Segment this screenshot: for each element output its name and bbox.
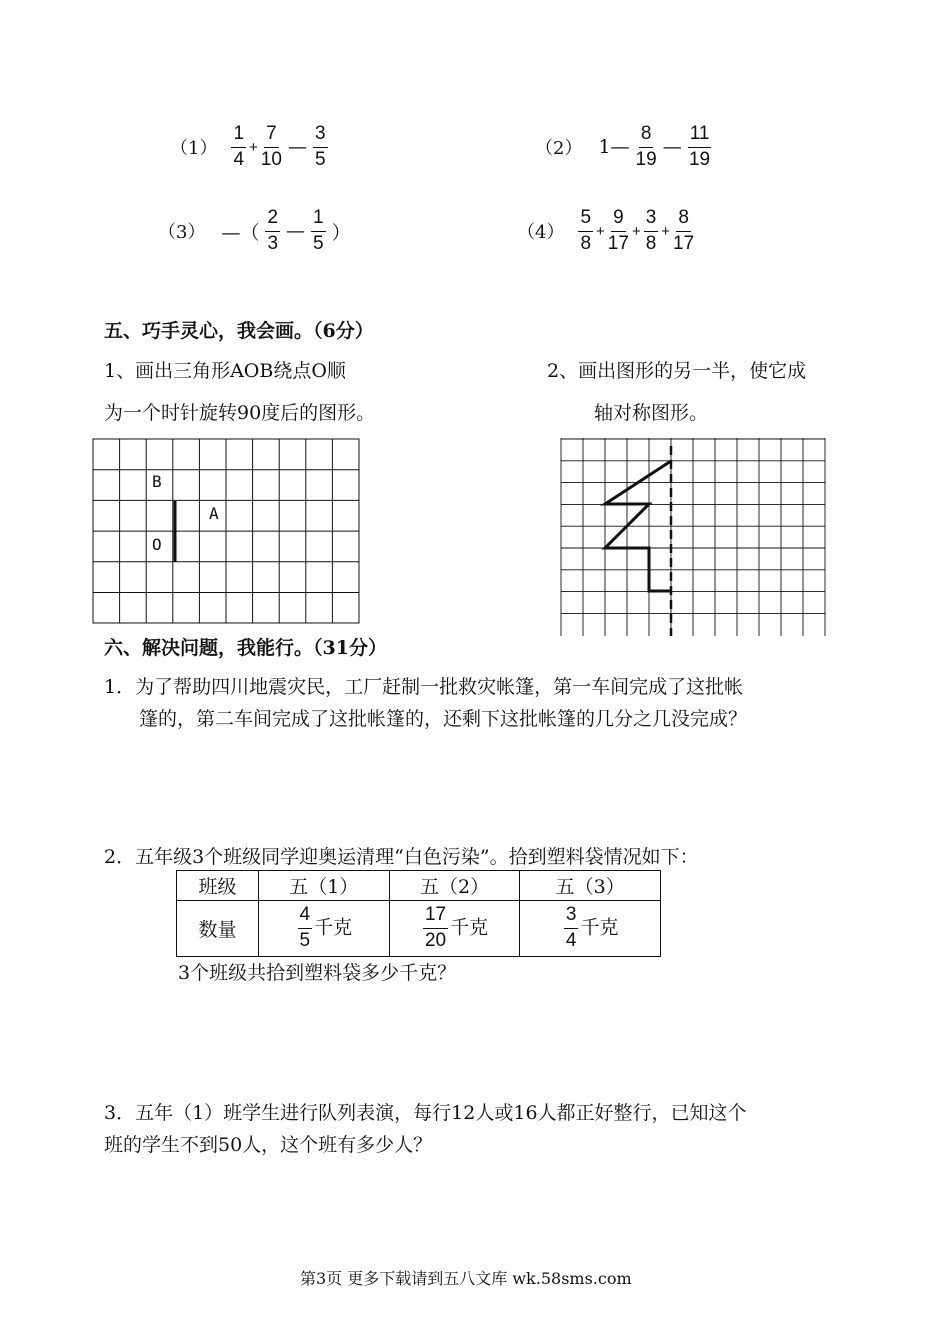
problem3-line1: 3．五年（1）班学生进行队列表演，每行12人或16人都正好整行，已知这个 xyxy=(104,1102,747,1124)
unit: 千克 xyxy=(450,916,489,939)
exercise-3 xyxy=(158,208,355,255)
q1-text-line1: 1、画出三角形AOB绕点O顺 xyxy=(104,360,346,382)
exercise-1 xyxy=(170,124,330,171)
fraction: $\frac{17}{20}$ xyxy=(424,904,447,951)
table-row-label: 数量 xyxy=(177,901,259,957)
operator: — xyxy=(287,136,307,159)
q1-text-line2: 为一个时针旋转90度后的图形。 xyxy=(104,402,376,424)
exercise-4 xyxy=(517,208,696,255)
operator: + xyxy=(631,222,641,240)
operator: —（ xyxy=(221,221,260,244)
section5-heading: 五、巧手灵心，我会画。（6分） xyxy=(104,320,374,342)
exercise-2 xyxy=(535,124,713,171)
problem3-line2: 班的学生不到50人，这个班有多少人？ xyxy=(104,1134,433,1156)
point-o-label: O xyxy=(152,535,162,554)
fraction: $\frac{5}{8}$ xyxy=(580,207,592,254)
operator: + xyxy=(249,138,258,156)
table-cell xyxy=(520,901,661,957)
fraction: $\frac{1}{5}$ xyxy=(313,207,324,254)
exercise-label: （1） xyxy=(170,138,218,160)
fraction: $\frac{4}{5}$ xyxy=(299,904,311,951)
bags-table xyxy=(176,870,661,957)
fraction: $\frac{2}{3}$ xyxy=(267,207,279,254)
table-header: 五（2） xyxy=(389,871,520,901)
unit: 千克 xyxy=(314,916,353,939)
exercise-label: （2） xyxy=(535,138,583,160)
table-header: 班级 xyxy=(177,871,259,901)
table-header: 五（1） xyxy=(259,871,390,901)
fraction: $\frac{3}{8}$ xyxy=(645,207,657,254)
table-cell xyxy=(259,901,390,957)
fraction: $\frac{3}{5}$ xyxy=(314,123,326,170)
rotation-grid xyxy=(92,438,362,626)
operator: — xyxy=(286,220,306,243)
problem2-question: 3个班级共拾到塑料袋多少千克？ xyxy=(178,962,457,984)
exercise-label: （4） xyxy=(517,222,565,244)
operator: — xyxy=(662,136,682,159)
symmetry-grid xyxy=(560,436,826,636)
section6-heading: 六、解决问题，我能行。（31分） xyxy=(104,637,387,659)
point-b-label: B xyxy=(152,472,162,491)
point-a-label: A xyxy=(209,504,219,523)
page-footer: 第3页 更多下载请到五八文库 wk.58sms.com xyxy=(300,1269,632,1288)
operator: + xyxy=(596,222,605,240)
fraction: $\frac{8}{17}$ xyxy=(673,207,695,254)
exercise-label: （3） xyxy=(158,222,206,244)
problem2-line1: 2．五年级3个班级同学迎奥运清理“白色污染”。拾到塑料袋情况如下： xyxy=(104,846,699,868)
problem1-line1: 1．为了帮助四川地震灾民，工厂赶制一批救灾帐篷，第一车间完成了这批帐 xyxy=(104,676,744,698)
fraction: $\frac{8}{19}$ xyxy=(635,123,657,170)
q2-text-line1: 2、画出图形的另一半，使它成 xyxy=(547,360,807,382)
table-cell xyxy=(389,901,520,957)
operator: ） xyxy=(331,221,351,244)
unit: 千克 xyxy=(580,916,619,939)
operator: 1— xyxy=(598,136,630,159)
q2-text-line2: 轴对称图形。 xyxy=(594,402,709,424)
fraction: $\frac{1}{4}$ xyxy=(233,123,245,170)
problem1-line2: 篷的，第二车间完成了这批帐篷的，还剩下这批帐篷的几分之几没完成？ xyxy=(139,708,748,730)
operator: + xyxy=(661,222,671,240)
fraction: $\frac{3}{4}$ xyxy=(565,904,577,951)
fraction: $\frac{11}{19}$ xyxy=(688,123,711,170)
table-header: 五（3） xyxy=(520,871,661,901)
fraction: $\frac{9}{17}$ xyxy=(607,207,629,254)
fraction: $\frac{7}{10}$ xyxy=(260,123,282,170)
